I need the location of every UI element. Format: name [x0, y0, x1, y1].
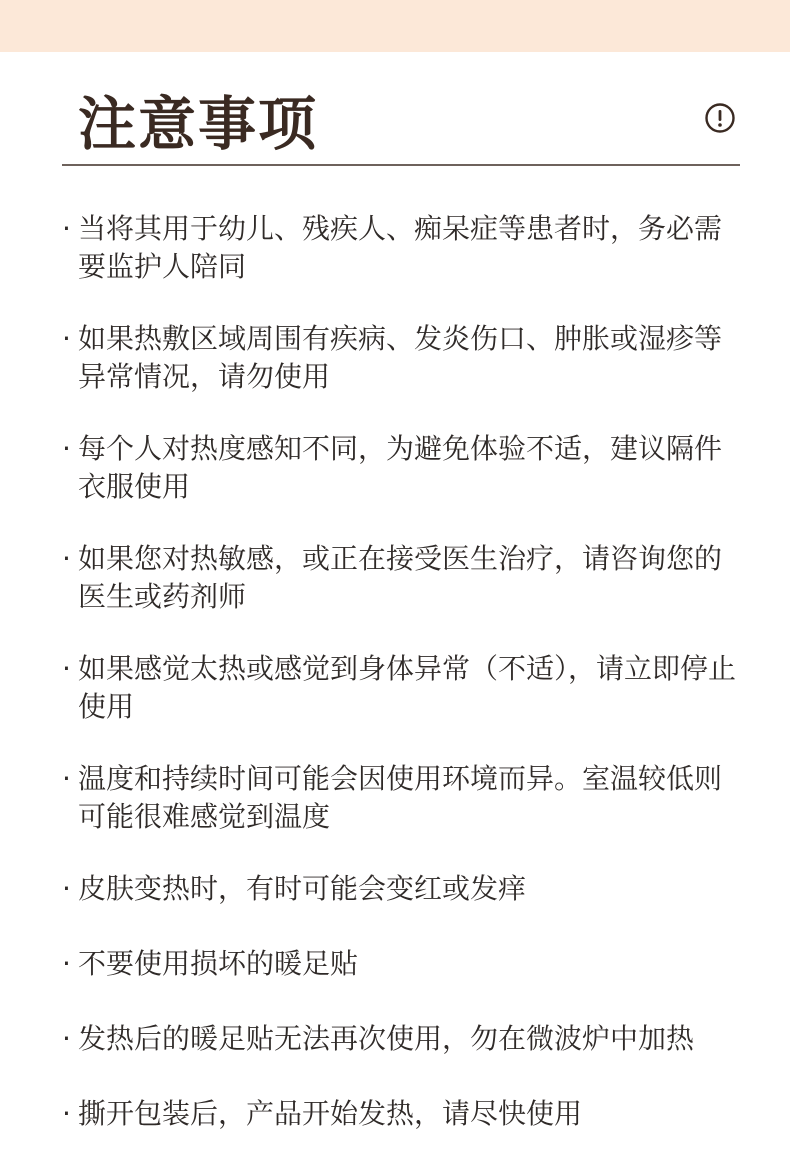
note-item: [62, 210, 738, 286]
bullet-dot: ·: [62, 432, 71, 465]
note-item: [62, 650, 738, 726]
bullet-dot: ·: [62, 542, 71, 575]
note-text: 每个人对热度感知不同，为避免体验不适，建议隔件衣服使用: [78, 432, 723, 503]
note-item: [62, 1095, 738, 1133]
bullet-dot: ·: [62, 947, 71, 980]
note-item: [62, 945, 738, 983]
note-text: 撕开包装后，产品开始发热，请尽快使用: [78, 1097, 583, 1130]
note-item: [62, 320, 738, 396]
bullet-dot: ·: [62, 212, 71, 245]
note-text: 如果感觉太热或感觉到身体异常（不适），请立即停止使用: [78, 652, 737, 723]
note-text: 如果您对热敏感，或正在接受医生治疗，请咨询您的医生或药剂师: [78, 542, 723, 613]
note-text: 发热后的暖足贴无法再次使用，勿在微波炉中加热: [78, 1022, 695, 1055]
bullet-dot: ·: [62, 1022, 71, 1055]
alert-circle-icon: [704, 102, 736, 134]
note-text: 温度和持续时间可能会因使用环境而异。室温较低则可能很难感觉到温度: [78, 762, 723, 833]
note-item: [62, 760, 738, 836]
note-item: [62, 540, 738, 616]
bullet-dot: ·: [62, 1097, 71, 1130]
note-text: 如果热敷区域周围有疾病、发炎伤口、肿胀或湿疹等异常情况，请勿使用: [78, 322, 723, 393]
top-color-band: [0, 0, 790, 52]
notes-list: [62, 210, 738, 1170]
note-item: [62, 870, 738, 908]
bullet-dot: ·: [62, 322, 71, 355]
title-divider: [62, 164, 740, 166]
note-item: [62, 1020, 738, 1058]
note-text: 当将其用于幼儿、残疾人、痴呆症等患者时，务必需要监护人陪同: [78, 212, 723, 283]
bullet-dot: ·: [62, 762, 71, 795]
note-text: 不要使用损坏的暖足贴: [78, 947, 359, 980]
note-text: 皮肤变热时，有时可能会变红或发痒: [78, 872, 527, 905]
page-title: 注意事项: [78, 90, 319, 158]
bullet-dot: ·: [62, 652, 71, 685]
bullet-dot: ·: [62, 872, 71, 905]
note-item: [62, 430, 738, 506]
